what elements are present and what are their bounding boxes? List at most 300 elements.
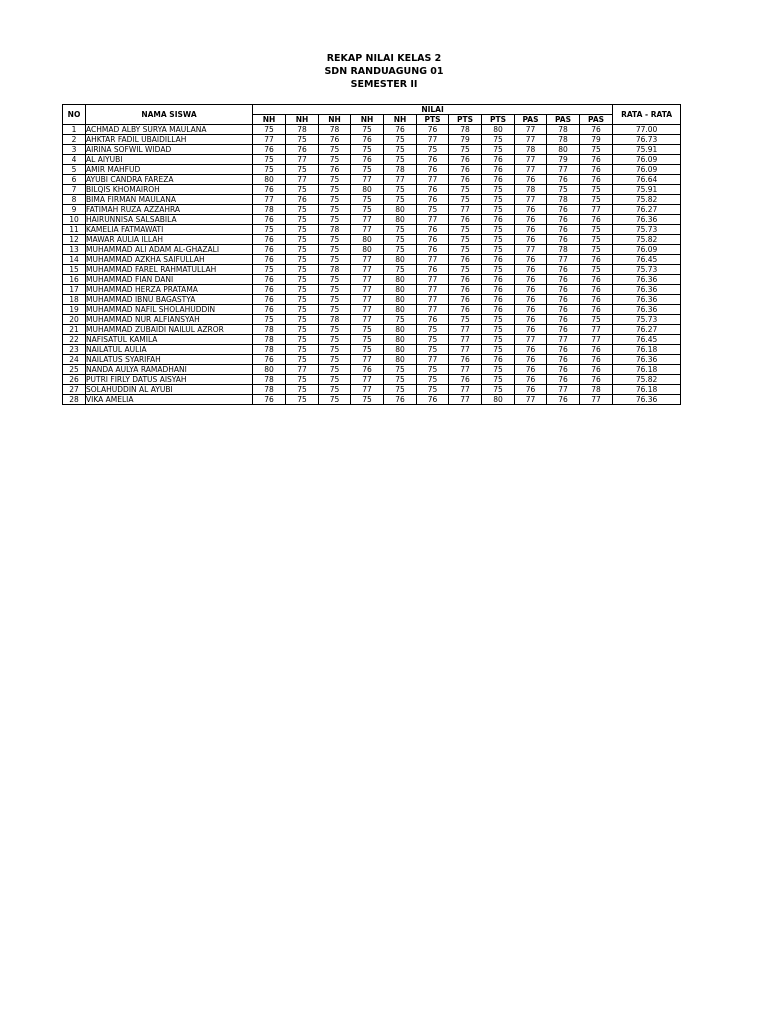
cell-score: 75 [319, 335, 351, 345]
cell-score: 75 [286, 165, 319, 175]
cell-score: 75 [319, 295, 351, 305]
table-row [63, 245, 681, 255]
cell-score: 76 [449, 375, 482, 385]
cell-score: 75 [417, 205, 449, 215]
school-name: SDN RANDUAGUNG 01 [324, 66, 444, 77]
cell-score: 75 [351, 195, 384, 205]
cell-score: 75 [319, 215, 351, 225]
cell-score: 79 [547, 155, 580, 165]
cell-no: 28 [63, 395, 86, 405]
cell-score: 75 [286, 135, 319, 145]
table-row [63, 345, 681, 355]
cell-score: 78 [253, 325, 286, 335]
cell-score: 80 [351, 235, 384, 245]
cell-average: 75.82 [613, 375, 681, 385]
cell-average: 76.73 [613, 135, 681, 145]
cell-score: 76 [417, 395, 449, 405]
cell-score: 76 [319, 135, 351, 145]
cell-score: 75 [449, 315, 482, 325]
cell-score: 75 [253, 265, 286, 275]
cell-score: 76 [253, 255, 286, 265]
cell-score: 75 [482, 375, 515, 385]
cell-score: 75 [384, 185, 417, 195]
cell-score: 78 [515, 185, 547, 195]
cell-score: 80 [253, 365, 286, 375]
cell-score: 76 [580, 295, 613, 305]
cell-average: 75.73 [613, 265, 681, 275]
cell-score: 78 [319, 265, 351, 275]
semester-label: SEMESTER II [350, 79, 418, 90]
column-header-score: PTS [417, 115, 449, 125]
cell-score: 75 [286, 325, 319, 335]
cell-score: 78 [547, 135, 580, 145]
cell-score: 75 [253, 165, 286, 175]
cell-score: 76 [547, 225, 580, 235]
cell-student-name: KAMELIA FATMAWATI [86, 225, 253, 235]
cell-score: 75 [482, 325, 515, 335]
cell-score: 75 [482, 135, 515, 145]
cell-score: 77 [449, 395, 482, 405]
cell-score: 76 [515, 375, 547, 385]
cell-student-name: NANDA AULYA RAMADHANI [86, 365, 253, 375]
cell-score: 75 [417, 145, 449, 155]
cell-score: 76 [417, 155, 449, 165]
cell-average: 76.27 [613, 205, 681, 215]
grades-table [62, 104, 681, 405]
cell-score: 76 [482, 155, 515, 165]
cell-no: 14 [63, 255, 86, 265]
cell-score: 75 [482, 195, 515, 205]
cell-score: 75 [449, 265, 482, 275]
cell-score: 76 [417, 125, 449, 135]
cell-score: 79 [449, 135, 482, 145]
cell-score: 75 [417, 325, 449, 335]
cell-score: 75 [384, 365, 417, 375]
cell-average: 76.64 [613, 175, 681, 185]
cell-score: 77 [286, 365, 319, 375]
cell-score: 75 [417, 365, 449, 375]
table-row [63, 385, 681, 395]
cell-score: 75 [253, 155, 286, 165]
cell-score: 78 [384, 165, 417, 175]
cell-score: 80 [384, 355, 417, 365]
cell-score: 75 [319, 145, 351, 155]
cell-score: 76 [580, 175, 613, 185]
cell-score: 75 [449, 235, 482, 245]
cell-average: 75.91 [613, 145, 681, 155]
cell-no: 17 [63, 285, 86, 295]
cell-score: 77 [515, 245, 547, 255]
cell-score: 75 [286, 215, 319, 225]
cell-average: 76.36 [613, 295, 681, 305]
cell-score: 78 [547, 195, 580, 205]
cell-score: 75 [580, 185, 613, 195]
cell-score: 80 [351, 185, 384, 195]
cell-score: 75 [351, 125, 384, 135]
cell-score: 76 [449, 275, 482, 285]
cell-average: 75.73 [613, 315, 681, 325]
cell-score: 77 [417, 175, 449, 185]
cell-score: 77 [580, 205, 613, 215]
cell-score: 77 [580, 325, 613, 335]
cell-score: 77 [449, 385, 482, 395]
table-row [63, 315, 681, 325]
cell-score: 76 [547, 375, 580, 385]
cell-score: 77 [449, 345, 482, 355]
cell-score: 77 [417, 305, 449, 315]
table-row [63, 185, 681, 195]
cell-score: 77 [351, 375, 384, 385]
table-row [63, 325, 681, 335]
cell-score: 76 [515, 265, 547, 275]
cell-student-name: MUHAMMAD ZUBAIDI NAILUL AZROR [86, 325, 253, 335]
cell-score: 77 [515, 335, 547, 345]
cell-score: 77 [515, 135, 547, 145]
cell-score: 76 [547, 325, 580, 335]
cell-score: 75 [482, 145, 515, 155]
cell-no: 9 [63, 205, 86, 215]
cell-score: 76 [515, 355, 547, 365]
cell-student-name: FATIMAH RUZA AZZAHRA [86, 205, 253, 215]
cell-score: 76 [449, 165, 482, 175]
cell-score: 76 [253, 245, 286, 255]
cell-score: 77 [286, 155, 319, 165]
cell-score: 76 [515, 225, 547, 235]
cell-score: 78 [319, 315, 351, 325]
cell-score: 76 [253, 275, 286, 285]
cell-score: 77 [515, 165, 547, 175]
cell-score: 75 [319, 305, 351, 315]
cell-no: 19 [63, 305, 86, 315]
cell-student-name: MUHAMMAD NUR ALFIANSYAH [86, 315, 253, 325]
cell-score: 75 [286, 395, 319, 405]
cell-score: 76 [482, 355, 515, 365]
cell-score: 75 [384, 375, 417, 385]
cell-score: 76 [515, 305, 547, 315]
table-row [63, 255, 681, 265]
cell-score: 76 [547, 275, 580, 285]
cell-score: 76 [580, 215, 613, 225]
cell-average: 76.45 [613, 335, 681, 345]
cell-score: 77 [351, 355, 384, 365]
cell-score: 78 [253, 335, 286, 345]
cell-score: 77 [417, 285, 449, 295]
cell-score: 76 [547, 295, 580, 305]
cell-score: 75 [319, 185, 351, 195]
table-row [63, 295, 681, 305]
cell-score: 78 [253, 345, 286, 355]
cell-average: 75.73 [613, 225, 681, 235]
cell-score: 75 [449, 195, 482, 205]
cell-no: 25 [63, 365, 86, 375]
cell-score: 77 [417, 255, 449, 265]
column-header-score: NH [351, 115, 384, 125]
cell-score: 76 [547, 285, 580, 295]
cell-average: 76.09 [613, 155, 681, 165]
cell-score: 76 [580, 375, 613, 385]
cell-score: 76 [482, 165, 515, 175]
cell-score: 75 [319, 275, 351, 285]
cell-score: 76 [547, 395, 580, 405]
cell-score: 75 [286, 345, 319, 355]
cell-score: 76 [253, 295, 286, 305]
cell-student-name: MUHAMMAD AZKHA SAIFULLAH [86, 255, 253, 265]
cell-average: 76.18 [613, 385, 681, 395]
table-row [63, 365, 681, 375]
cell-score: 76 [319, 165, 351, 175]
cell-score: 80 [384, 215, 417, 225]
cell-score: 80 [384, 305, 417, 315]
cell-score: 77 [351, 285, 384, 295]
table-row [63, 145, 681, 155]
cell-score: 77 [417, 135, 449, 145]
table-row [63, 175, 681, 185]
cell-score: 76 [515, 295, 547, 305]
cell-score: 75 [286, 225, 319, 235]
cell-score: 75 [319, 395, 351, 405]
cell-score: 78 [286, 125, 319, 135]
cell-average: 76.36 [613, 395, 681, 405]
table-row [63, 165, 681, 175]
cell-score: 76 [515, 235, 547, 245]
cell-score: 75 [253, 125, 286, 135]
cell-no: 24 [63, 355, 86, 365]
cell-score: 75 [319, 235, 351, 245]
cell-score: 76 [482, 275, 515, 285]
table-row [63, 215, 681, 225]
cell-student-name: PUTRI FIRLY DATUS AISYAH [86, 375, 253, 385]
cell-student-name: MAWAR AULIA ILLAH [86, 235, 253, 245]
cell-student-name: NAFISATUL KAMILA [86, 335, 253, 345]
table-row [63, 155, 681, 165]
cell-score: 75 [286, 335, 319, 345]
cell-no: 22 [63, 335, 86, 345]
cell-score: 75 [482, 235, 515, 245]
cell-score: 75 [351, 345, 384, 355]
cell-score: 76 [547, 175, 580, 185]
table-row [63, 335, 681, 345]
cell-score: 76 [547, 265, 580, 275]
cell-score: 75 [286, 185, 319, 195]
header-row-top [63, 105, 681, 115]
cell-score: 76 [449, 305, 482, 315]
cell-score: 76 [547, 215, 580, 225]
cell-score: 76 [515, 345, 547, 355]
cell-score: 76 [482, 255, 515, 265]
cell-score: 75 [319, 355, 351, 365]
cell-score: 80 [384, 275, 417, 285]
cell-score: 80 [384, 205, 417, 215]
cell-score: 76 [482, 295, 515, 305]
cell-score: 76 [482, 305, 515, 315]
cell-score: 76 [580, 155, 613, 165]
table-row [63, 395, 681, 405]
cell-no: 6 [63, 175, 86, 185]
cell-average: 76.45 [613, 255, 681, 265]
cell-average: 77.00 [613, 125, 681, 135]
cell-score: 75 [547, 185, 580, 195]
cell-score: 75 [482, 185, 515, 195]
cell-score: 75 [286, 235, 319, 245]
column-header-score: PAS [515, 115, 547, 125]
cell-score: 75 [384, 315, 417, 325]
cell-average: 76.36 [613, 275, 681, 285]
cell-score: 76 [417, 165, 449, 175]
cell-student-name: NAILATUS SYARIFAH [86, 355, 253, 365]
cell-score: 80 [384, 325, 417, 335]
cell-score: 77 [580, 335, 613, 345]
cell-no: 8 [63, 195, 86, 205]
cell-score: 77 [417, 355, 449, 365]
cell-score: 75 [482, 245, 515, 255]
column-header-score: NH [286, 115, 319, 125]
cell-score: 76 [253, 185, 286, 195]
table-row [63, 275, 681, 285]
cell-score: 75 [384, 245, 417, 255]
cell-score: 77 [449, 335, 482, 345]
cell-student-name: ACHMAD ALBY SURYA MAULANA [86, 125, 253, 135]
cell-score: 78 [515, 145, 547, 155]
cell-score: 76 [547, 365, 580, 375]
cell-score: 76 [417, 225, 449, 235]
cell-score: 76 [253, 215, 286, 225]
cell-student-name: HAIRUNNISA SALSABILA [86, 215, 253, 225]
cell-average: 76.18 [613, 345, 681, 355]
cell-score: 75 [449, 185, 482, 195]
cell-score: 76 [384, 125, 417, 135]
cell-score: 75 [286, 255, 319, 265]
cell-score: 76 [580, 285, 613, 295]
cell-score: 75 [286, 305, 319, 315]
cell-score: 76 [253, 355, 286, 365]
cell-score: 76 [515, 385, 547, 395]
cell-score: 79 [580, 135, 613, 145]
cell-score: 75 [286, 315, 319, 325]
cell-score: 80 [253, 175, 286, 185]
cell-score: 75 [482, 315, 515, 325]
cell-average: 76.09 [613, 245, 681, 255]
cell-score: 76 [253, 395, 286, 405]
cell-score: 76 [580, 165, 613, 175]
cell-student-name: MUHAMMAD HERZA PRATAMA [86, 285, 253, 295]
cell-score: 75 [482, 225, 515, 235]
cell-score: 76 [449, 355, 482, 365]
cell-no: 21 [63, 325, 86, 335]
cell-score: 75 [319, 385, 351, 395]
cell-score: 75 [319, 245, 351, 255]
cell-student-name: MUHAMMAD FIAN DANI [86, 275, 253, 285]
cell-score: 76 [417, 235, 449, 245]
cell-score: 75 [351, 325, 384, 335]
cell-score: 80 [384, 335, 417, 345]
cell-score: 75 [286, 245, 319, 255]
cell-score: 76 [384, 395, 417, 405]
cell-score: 78 [319, 125, 351, 135]
cell-score: 77 [384, 175, 417, 185]
table-row [63, 305, 681, 315]
cell-score: 80 [384, 285, 417, 295]
cell-score: 76 [580, 275, 613, 285]
cell-score: 76 [286, 195, 319, 205]
column-header-name: NAMA SISWA [86, 105, 253, 125]
cell-score: 75 [384, 145, 417, 155]
cell-score: 75 [384, 225, 417, 235]
cell-score: 75 [417, 335, 449, 345]
cell-score: 75 [482, 345, 515, 355]
cell-no: 13 [63, 245, 86, 255]
cell-student-name: MUHAMMAD ALI ADAM AL-GHAZALI [86, 245, 253, 255]
cell-score: 77 [417, 275, 449, 285]
cell-score: 76 [417, 195, 449, 205]
cell-student-name: AYUBI CANDRA FAREZA [86, 175, 253, 185]
cell-score: 77 [547, 335, 580, 345]
cell-score: 76 [515, 325, 547, 335]
cell-score: 76 [351, 365, 384, 375]
cell-score: 75 [384, 155, 417, 165]
column-header-average: RATA - RATA [613, 105, 681, 125]
cell-score: 76 [449, 155, 482, 165]
cell-score: 76 [547, 205, 580, 215]
cell-score: 75 [319, 195, 351, 205]
cell-score: 76 [547, 315, 580, 325]
cell-score: 75 [319, 205, 351, 215]
cell-score: 76 [515, 315, 547, 325]
cell-average: 75.91 [613, 185, 681, 195]
cell-score: 75 [253, 225, 286, 235]
cell-score: 78 [253, 205, 286, 215]
cell-score: 76 [482, 215, 515, 225]
cell-no: 26 [63, 375, 86, 385]
cell-score: 75 [351, 205, 384, 215]
cell-score: 77 [515, 195, 547, 205]
cell-score: 76 [449, 285, 482, 295]
cell-score: 75 [384, 265, 417, 275]
cell-score: 75 [384, 195, 417, 205]
column-header-score: PTS [449, 115, 482, 125]
cell-score: 76 [253, 145, 286, 155]
cell-score: 76 [417, 245, 449, 255]
cell-score: 76 [580, 345, 613, 355]
cell-score: 75 [580, 145, 613, 155]
cell-score: 76 [417, 185, 449, 195]
cell-score: 77 [351, 295, 384, 305]
cell-no: 3 [63, 145, 86, 155]
cell-score: 75 [384, 235, 417, 245]
cell-score: 75 [580, 315, 613, 325]
cell-student-name: BILQIS KHOMAIROH [86, 185, 253, 195]
cell-score: 75 [351, 165, 384, 175]
table-row [63, 195, 681, 205]
cell-score: 78 [253, 375, 286, 385]
cell-score: 75 [351, 395, 384, 405]
cell-student-name: NAILATUL AULIA [86, 345, 253, 355]
column-header-score: NH [384, 115, 417, 125]
table-row [63, 125, 681, 135]
cell-score: 77 [351, 305, 384, 315]
cell-score: 77 [417, 215, 449, 225]
cell-score: 80 [351, 245, 384, 255]
cell-average: 76.09 [613, 165, 681, 175]
column-header-no: NO [63, 105, 86, 125]
cell-score: 76 [515, 175, 547, 185]
cell-score: 77 [351, 265, 384, 275]
cell-score: 75 [482, 265, 515, 275]
cell-score: 76 [449, 295, 482, 305]
cell-score: 75 [580, 265, 613, 275]
cell-score: 80 [482, 125, 515, 135]
cell-score: 75 [319, 345, 351, 355]
cell-score: 76 [482, 175, 515, 185]
